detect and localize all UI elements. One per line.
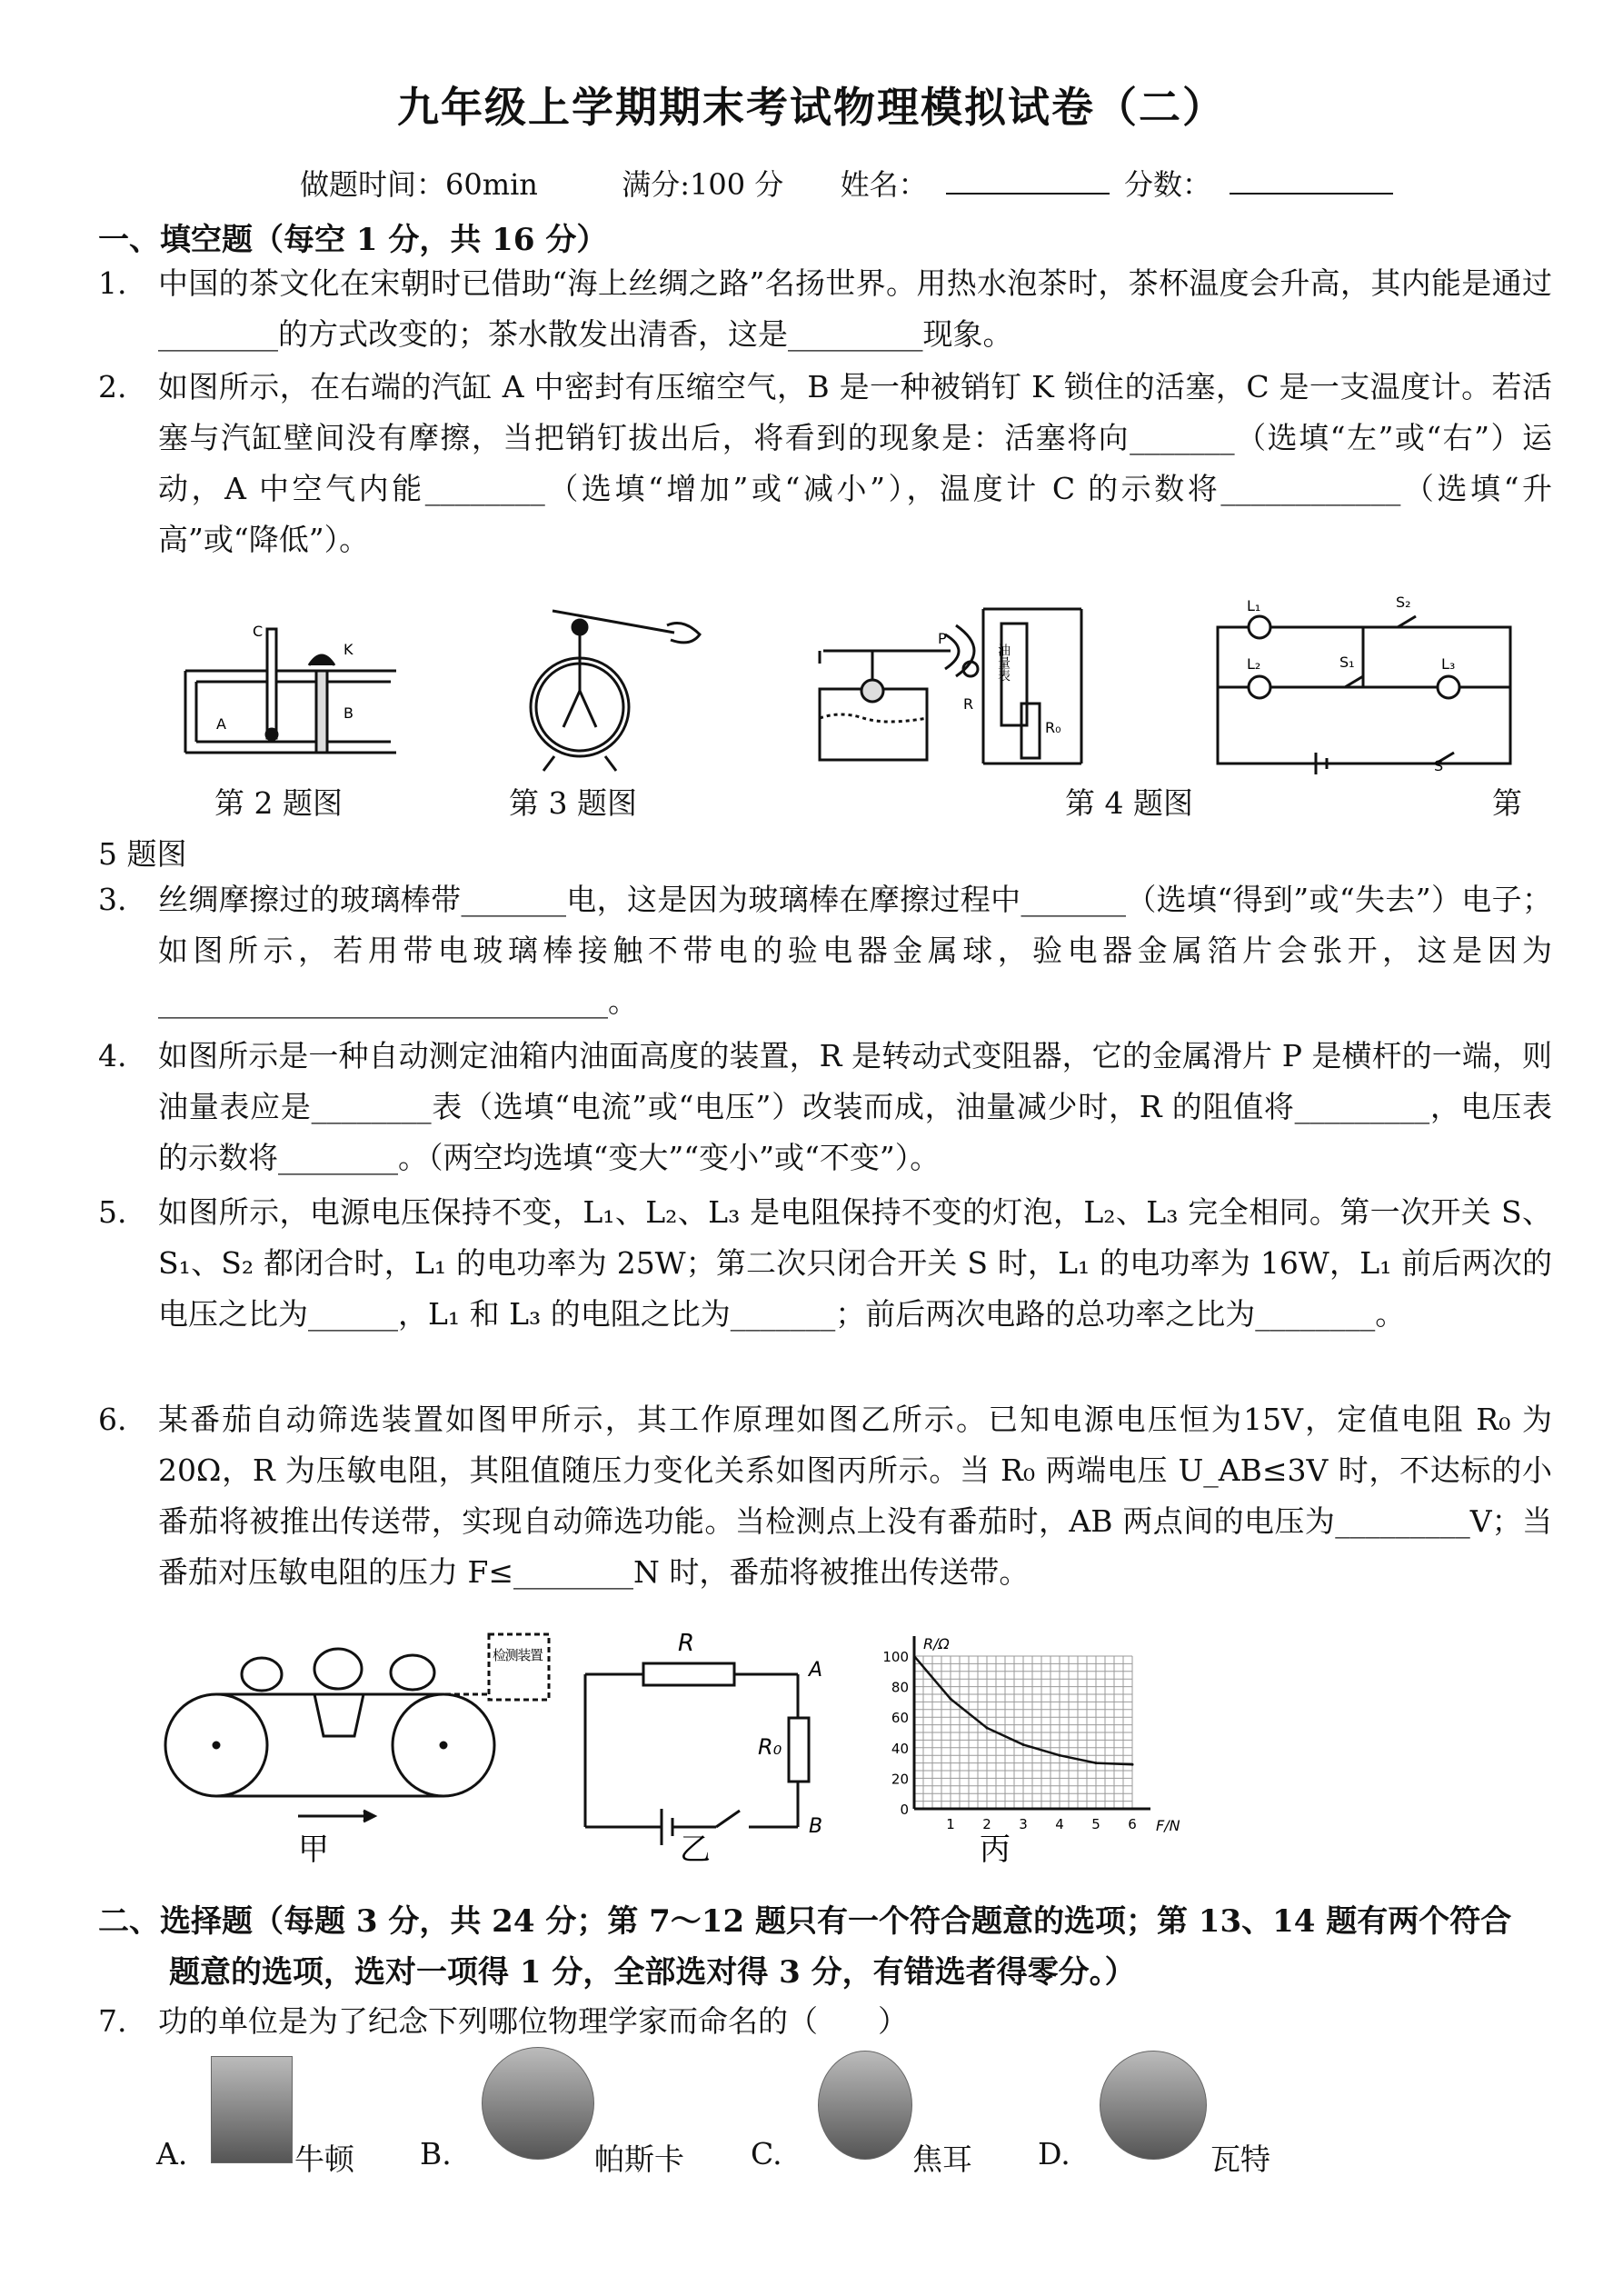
exam-full-score: 满分:100 分	[622, 167, 784, 202]
question-text: 如图所示是一种自动测定油箱内油面高度的装置，R 是转动式变阻器，它的金属滑片 P 是横杆的一端，则油量表应是________表（选填“电流”或“电压”）改装而成，油量减少时，R 的阻值将_________，电压表的示数将________。（两空均选填“变大”“变小”或“不变”）。	[158, 1038, 1552, 1175]
name-label: 姓名：	[840, 167, 928, 202]
page-title: 九年级上学期期末考试物理模拟试卷（二）	[397, 83, 1226, 132]
option-key: A.	[156, 2136, 188, 2171]
question-number: 4.	[98, 1038, 127, 1073]
chart-data-point	[1059, 1754, 1061, 1757]
caption-fig3: 第 3 题图	[509, 785, 637, 821]
fig5-circuit	[1218, 616, 1510, 774]
fig5-label-s1: S₁	[1339, 654, 1355, 671]
option-d[interactable]	[1038, 2136, 1070, 2171]
caption-fig4: 第 4 题图	[1065, 785, 1193, 821]
exam-meta	[300, 162, 1399, 204]
question-5	[98, 1187, 1552, 1340]
fig4-label-r0: R₀	[1045, 719, 1061, 736]
fig6-label-b: B	[809, 1815, 823, 1838]
chart-x-tick-label: 1	[946, 1816, 955, 1832]
chart-data-point	[1095, 1762, 1098, 1764]
question-text: 中国的茶文化在宋朝时已借助“海上丝绸之路”名扬世界。用热水泡茶时，茶杯温度会升高，其内能是通过________的方式改变的；茶水散发出清香，这是_________现象。	[158, 265, 1552, 352]
question-number: 6.	[98, 1402, 127, 1437]
question-7	[98, 1996, 1552, 2047]
fig4-label-p: P	[938, 630, 947, 647]
fig6-conveyor	[165, 1634, 549, 1822]
chart-y-tick-label: 0	[900, 1802, 909, 1818]
fig6-caption-yi: 乙	[680, 1832, 711, 1868]
chart-data-point	[913, 1655, 916, 1658]
chart-x-tick-label: 5	[1091, 1816, 1100, 1832]
question-number: 5.	[98, 1194, 127, 1230]
figures-row-q6	[162, 1618, 1180, 1882]
fig6-label-r0: R₀	[758, 1734, 782, 1760]
portrait-joule	[818, 2051, 912, 2160]
fig2-label-k: K	[344, 641, 353, 658]
fig6-caption-bing: 丙	[980, 1832, 1011, 1868]
chart-x-tick-label: 2	[982, 1816, 991, 1832]
option-c-name: 焦耳	[912, 2141, 972, 2177]
caption-fig2: 第 2 题图	[214, 785, 343, 821]
figures-row-1	[173, 591, 1554, 773]
chart-x-tick-label: 3	[1019, 1816, 1028, 1832]
fig5-label-l2: L₂	[1247, 655, 1261, 673]
fig2-label-c: C	[253, 623, 264, 640]
chart-x-tick-label: 4	[1055, 1816, 1064, 1832]
fig6-label-a: A	[809, 1659, 823, 1682]
question-text: 某番茄自动筛选装置如图甲所示，其工作原理如图乙所示。已知电源电压恒为15V，定值电阻 R₀ 为 20Ω，R 为压敏电阻，其阻值随压力变化关系如图丙所示。当 R₀ 两端电压 U_AB≤3V 时，不达标的小番茄将被推出传送带，实现自动筛选功能。当检测点上没有番茄时，AB 两点间的电压为_________V；当番茄对压敏电阻的压力 F≤________N 时，番茄将被推出传送带。	[158, 1402, 1552, 1590]
section-heading-multiple-choice-cont: 题意的选项，选对一项得 1 分，全部选对得 3 分，有错选者得零分。）	[169, 1954, 1136, 1991]
question-3	[98, 874, 1552, 1027]
question-number: 7.	[98, 2003, 127, 2039]
fig4-label-r: R	[963, 695, 974, 713]
fig2-label-b: B	[344, 704, 353, 722]
chart-data-point	[950, 1698, 952, 1701]
fig6-resistance-chart	[882, 1635, 1180, 1834]
chart-data-point	[1131, 1763, 1134, 1766]
chart-data-point	[986, 1726, 989, 1729]
fig6-detect-label: 检测装置	[493, 1647, 543, 1663]
option-b-name: 帕斯卡	[594, 2141, 684, 2177]
score-field[interactable]	[1230, 165, 1393, 195]
chart-y-tick-label: 60	[891, 1710, 909, 1727]
fig3-electroscope	[531, 611, 700, 771]
caption-fig5-part2: 5 题图	[98, 836, 187, 872]
option-key: B.	[420, 2136, 452, 2171]
caption-fig5-part1: 第	[1492, 785, 1522, 821]
option-key: C.	[751, 2136, 782, 2171]
fig5-label-s: S	[1434, 757, 1444, 774]
chart-y-tick-label: 40	[891, 1740, 909, 1757]
option-d-name: 瓦特	[1210, 2141, 1270, 2177]
option-a[interactable]	[156, 2136, 187, 2171]
chart-y-tick-label: 20	[891, 1771, 909, 1788]
question-number: 1.	[98, 265, 127, 301]
question-6	[98, 1394, 1552, 1598]
fig2-label-a: A	[216, 715, 226, 733]
chart-y-tick-label: 80	[891, 1679, 909, 1696]
exam-time: 做题时间：60min	[300, 167, 538, 202]
score-label: 分数：	[1124, 167, 1212, 202]
portrait-watt	[1100, 2051, 1207, 2160]
chart-y-axis-label: R/Ω	[923, 1635, 950, 1652]
question-4	[98, 1031, 1552, 1183]
question-1	[98, 258, 1552, 360]
option-key: D.	[1038, 2136, 1070, 2171]
question-text: 功的单位是为了纪念下列哪位物理学家而命名的（ ）	[158, 2003, 908, 2039]
fig4-label-gauge: 油量表	[996, 644, 1011, 682]
name-field[interactable]	[946, 165, 1110, 195]
chart-y-tick-label: 100	[882, 1649, 909, 1665]
fig5-label-s2: S₂	[1396, 594, 1411, 611]
portrait-newton	[211, 2056, 293, 2163]
option-c[interactable]	[751, 2136, 782, 2171]
option-a-name: 牛顿	[294, 2141, 354, 2177]
chart-x-tick-label: 6	[1128, 1816, 1137, 1832]
fig5-label-l1: L₁	[1247, 597, 1261, 614]
portrait-pascal	[482, 2047, 594, 2160]
question-number: 3.	[98, 882, 127, 917]
section-heading-fill-blank: 一、填空题（每空 1 分，共 16 分）	[98, 222, 608, 258]
chart-x-axis-label: F/N	[1156, 1817, 1180, 1834]
fig4-oil-gauge	[820, 609, 1081, 764]
question-text: 如图所示，电源电压保持不变，L₁、L₂、L₃ 是电阻保持不变的灯泡，L₂、L₃ 完全相同。第一次开关 S、S₁、S₂ 都闭合时，L₁ 的电功率为 25W；第二次只闭合开关 S 时，L₁ 的电功率为 16W，L₁ 前后两次的电压之比为______，L₁ 和 L₃ 的电阻之比为_______；前后两次电路的总功率之比为________。	[158, 1194, 1552, 1332]
fig2-cylinder	[185, 629, 396, 753]
fig6-label-r: R	[678, 1630, 695, 1657]
option-b[interactable]	[420, 2136, 452, 2171]
fig5-label-l3: L₃	[1441, 655, 1456, 673]
question-number: 2.	[98, 369, 127, 404]
fig6-caption-jia: 甲	[298, 1832, 329, 1868]
question-text: 如图所示，在右端的汽缸 A 中密封有压缩空气，B 是一种被销钉 K 锁住的活塞，C 是一支温度计。若活塞与汽缸壁间没有摩擦，当把销钉拔出后，将看到的现象是：活塞将向_______（选填“左”或“右”）运动，A 中空气内能________（选填“增加”或“减小”），温度计 C 的示数将____________（选填“升高”或“降低”）。	[158, 369, 1552, 557]
chart-data-point	[1022, 1743, 1025, 1746]
question-text: 丝绸摩擦过的玻璃棒带_______电，这是因为玻璃棒在摩擦过程中_______（选填“得到”或“失去”）电子；如图所示，若用带电玻璃棒接触不带电的验电器金属球，验电器金属箔片会张开，这是因为______________________________。	[158, 882, 1552, 1019]
section-heading-multiple-choice: 二、选择题（每题 3 分，共 24 分；第 7～12 题只有一个符合题意的选项；第 13、14 题有两个符合	[98, 1903, 1512, 1940]
question-2	[98, 362, 1552, 565]
